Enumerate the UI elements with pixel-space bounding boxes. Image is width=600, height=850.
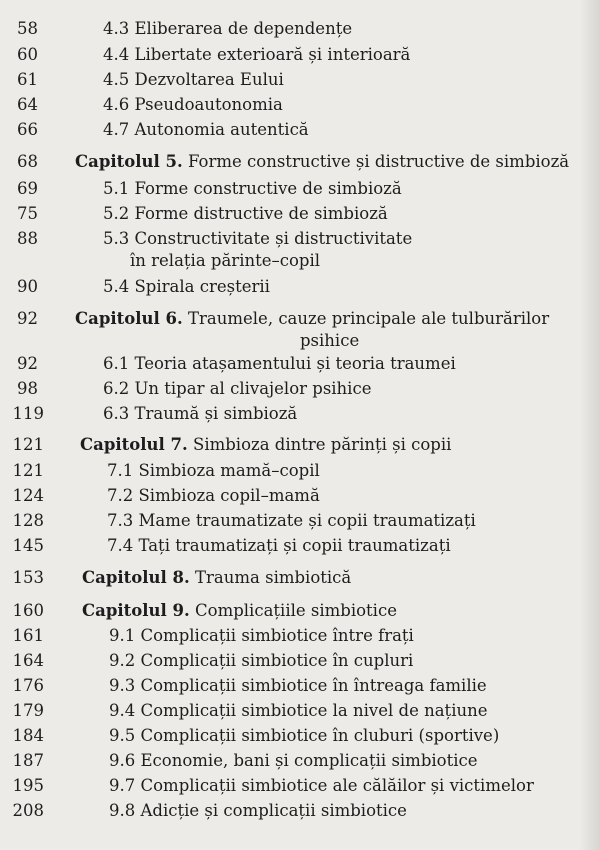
section-title: Pseudoautonomia xyxy=(134,95,283,114)
section-number: 9.1 xyxy=(109,626,136,645)
section-title: Complicații simbiotice între frați xyxy=(140,626,414,645)
section-number: 7.2 xyxy=(107,486,134,505)
section-title: Complicații simbiotice în întreaga familie xyxy=(140,676,487,695)
page-number: 119 xyxy=(12,404,44,423)
section-title: Spirala creșterii xyxy=(134,277,270,296)
page-number: 187 xyxy=(12,751,44,770)
page-number: 61 xyxy=(17,70,38,89)
section-number: 6.3 xyxy=(103,404,130,423)
section-number: 9.2 xyxy=(109,651,136,670)
page-number: 121 xyxy=(12,435,44,454)
chapter-label: Capitolul 8. xyxy=(82,568,190,587)
section-title: Complicații simbiotice în cupluri xyxy=(140,651,414,670)
page-number: 128 xyxy=(12,511,44,530)
page-number: 179 xyxy=(12,701,44,720)
section-number: 7.4 xyxy=(107,536,134,555)
section-title: Libertate exterioară și interioară xyxy=(134,45,411,64)
page-number: 68 xyxy=(17,152,38,171)
section-number: 4.5 xyxy=(103,70,130,89)
page-number: 92 xyxy=(17,354,38,373)
section-title: Mame traumatizate și copii traumatizați xyxy=(138,511,476,530)
chapter-title-continuation: psihice xyxy=(300,331,360,350)
page-number: 184 xyxy=(12,726,44,745)
section-number: 4.7 xyxy=(103,120,130,139)
section-title: Forme constructive de simbioză xyxy=(134,179,402,198)
section-title: Complicații simbiotice ale călăilor și victimelor xyxy=(140,776,534,795)
page-number: 88 xyxy=(17,229,38,248)
page-number: 161 xyxy=(12,626,44,645)
chapter-label: Capitolul 6. xyxy=(75,309,183,328)
section-title: Dezvoltarea Eului xyxy=(134,70,284,89)
section-number: 4.6 xyxy=(103,95,130,114)
section-title: Un tipar al clivajelor psihice xyxy=(134,379,372,398)
page-number: 208 xyxy=(12,801,44,820)
section-title: Eliberarea de dependențe xyxy=(134,19,353,38)
page-number: 121 xyxy=(12,461,44,480)
page-number: 145 xyxy=(12,536,44,555)
section-number: 9.5 xyxy=(109,726,136,745)
section-number: 9.8 xyxy=(109,801,136,820)
section-number: 5.1 xyxy=(103,179,130,198)
page-number: 58 xyxy=(17,19,38,38)
section-number: 9.3 xyxy=(109,676,136,695)
page-number: 195 xyxy=(12,776,44,795)
page-number: 98 xyxy=(17,379,38,398)
section-title: Constructivitate și distructivitate xyxy=(134,229,413,248)
page-number: 66 xyxy=(17,120,38,139)
section-number: 7.1 xyxy=(107,461,134,480)
page-number: 75 xyxy=(17,204,38,223)
chapter-title: Traumele, cauze principale ale tulburărilor xyxy=(188,309,550,328)
section-number: 5.4 xyxy=(103,277,130,296)
section-title: Teoria atașamentului și teoria traumei xyxy=(134,354,456,373)
page-number: 90 xyxy=(17,277,38,296)
page-number: 124 xyxy=(12,486,44,505)
section-title: Tați traumatizați și copii traumatizați xyxy=(138,536,451,555)
section-title: Complicații simbiotice în cluburi (sportive) xyxy=(140,726,500,745)
section-number: 4.3 xyxy=(103,19,130,38)
chapter-label: Capitolul 7. xyxy=(80,435,188,454)
chapter-title: Trauma simbiotică xyxy=(195,568,352,587)
section-number: 9.7 xyxy=(109,776,136,795)
page-number: 64 xyxy=(17,95,38,114)
section-number: 6.1 xyxy=(103,354,130,373)
chapter-label: Capitolul 5. xyxy=(75,152,183,171)
chapter-label: Capitolul 9. xyxy=(82,601,190,620)
section-number: 4.4 xyxy=(103,45,130,64)
chapter-title: Forme constructive și distructive de simbioză xyxy=(188,152,570,171)
section-title: Economie, bani și complicații simbiotice xyxy=(140,751,478,770)
section-title: Autonomia autentică xyxy=(134,120,309,139)
page-number: 69 xyxy=(17,179,38,198)
section-number: 9.6 xyxy=(109,751,136,770)
page-number: 160 xyxy=(12,601,44,620)
section-title: Forme distructive de simbioză xyxy=(134,204,388,223)
page-edge-shadow xyxy=(580,0,600,850)
section-title: Complicații simbiotice la nivel de națiune xyxy=(140,701,488,720)
section-title: Simbioza mamă–copil xyxy=(138,461,320,480)
page-number: 153 xyxy=(12,568,44,587)
chapter-title: Complicațiile simbiotice xyxy=(195,601,397,620)
section-title: Traumă și simbioză xyxy=(134,404,298,423)
section-number: 6.2 xyxy=(103,379,130,398)
page-number: 92 xyxy=(17,309,38,328)
chapter-title: Simbioza dintre părinți și copii xyxy=(193,435,452,454)
section-title: Adicție și complicații simbiotice xyxy=(140,801,407,820)
page-number: 164 xyxy=(12,651,44,670)
section-number: 7.3 xyxy=(107,511,134,530)
section-number: 5.3 xyxy=(103,229,130,248)
page-number: 176 xyxy=(12,676,44,695)
section-number: 9.4 xyxy=(109,701,136,720)
section-number: 5.2 xyxy=(103,204,130,223)
page-number: 60 xyxy=(17,45,38,64)
section-title-continuation: în relația părinte–copil xyxy=(130,251,321,270)
section-title: Simbioza copil–mamă xyxy=(138,486,320,505)
